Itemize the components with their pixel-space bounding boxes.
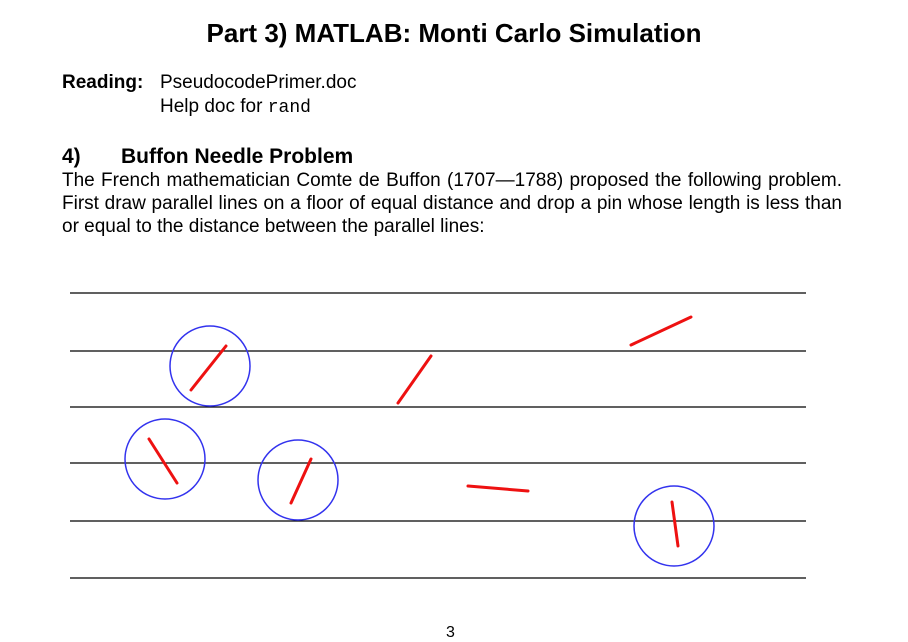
reading-item-primer: PseudocodePrimer.doc — [160, 72, 357, 93]
parallel-lines — [70, 293, 806, 578]
crossing-circle — [258, 440, 338, 520]
needle — [672, 502, 678, 546]
section-title: Buffon Needle Problem — [121, 145, 354, 168]
page-number: 3 — [446, 624, 455, 641]
needle — [468, 486, 528, 491]
needle — [191, 346, 226, 390]
section-number: 4) — [62, 145, 81, 168]
needle — [149, 439, 177, 483]
needle — [631, 317, 691, 345]
section-body: The French mathematician Comte de Buffon (1707—1788) proposed the following problem. First draw parallel lines on a floor of equal distance and drop a pin whose length is less than or equal to the distance between the parallel lines: — [62, 170, 842, 237]
rand-code: rand — [267, 98, 311, 118]
needle — [398, 356, 431, 403]
needle — [291, 459, 311, 503]
crossing-circle — [125, 419, 205, 499]
reading-item-help-text: Help doc for — [160, 96, 268, 117]
reading-label: Reading: — [62, 72, 144, 93]
page-title: Part 3) MATLAB: Monti Carlo Simulation — [206, 18, 702, 48]
